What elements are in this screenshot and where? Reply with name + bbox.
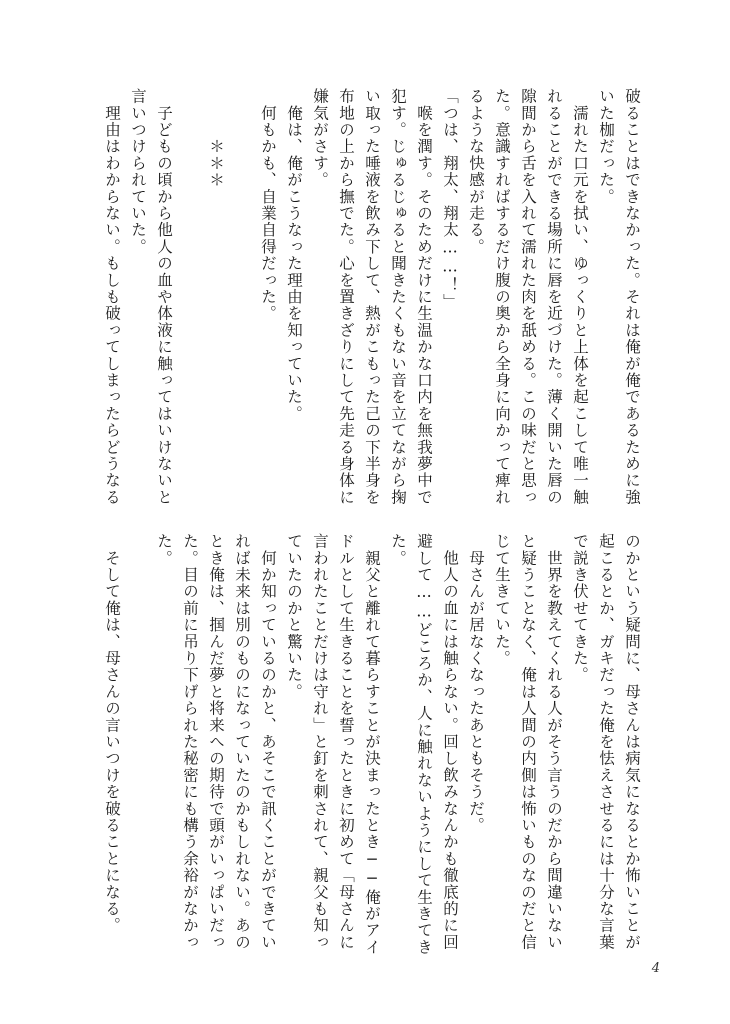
bottom-text-line: 親父と離れて暮らすことが決まったとき──俺がアイ <box>363 533 381 956</box>
bottom-text-line: 何か知っているのかと、あそこで訊くことができてい <box>259 533 277 951</box>
top-text-line: 俺は、俺がこうなった理由を知っていた。 <box>285 88 303 422</box>
bottom-text-line: た。 <box>389 533 407 567</box>
top-text-line: いた枷だった。 <box>597 88 615 205</box>
bottom-text-line: 言われたことだけは守れ」と釘を刺されて、親父も知っ <box>311 533 329 951</box>
top-text-line: 何もかも、自業自得だった。 <box>259 88 277 322</box>
top-text-line: 「つは、翔太、翔太……！」 <box>441 88 459 311</box>
top-text-line: 嫌気がさす。 <box>311 88 329 189</box>
bottom-text-line: 世界を教えてくれる人がそう言うのだから間違いない <box>545 533 563 951</box>
top-text-block <box>99 88 645 506</box>
top-text-line: 喉を潤す。そのためだけに生温かな口内を無我夢中で <box>415 88 433 506</box>
top-text-line: れることができる場所に唇を近づけた。薄く開いた唇の <box>545 88 563 506</box>
top-text-line: るような快感が走る。 <box>467 88 485 255</box>
bottom-text-line: た。 <box>155 533 173 567</box>
top-text-line <box>177 88 203 498</box>
bottom-text-line: と疑うことなく、俺は人間の内側は怖いものなのだと信 <box>519 533 537 951</box>
page-number: 4 <box>651 961 660 976</box>
top-text-line <box>229 88 255 498</box>
bottom-text-line: 他人の血には触らない。回し飲みなんかも徹底的に回 <box>441 533 459 951</box>
bottom-text-line: ドルとして生きることを誓ったときに初めて「母さんに <box>337 533 355 951</box>
bottom-text-line: 母さんが居なくなったあともそうだ。 <box>467 533 485 834</box>
top-text-line: ＊＊＊ <box>207 88 225 189</box>
bottom-text-line <box>125 533 151 943</box>
bottom-text-line: とき俺は、掴んだ夢と将来への期待で頭がいっぱいだっ <box>207 533 225 951</box>
bottom-text-line: のかという疑問に、母さんは病気になるとか怖いことが <box>623 533 641 951</box>
top-text-line: 隙間から舌を入れて濡れた肉を舐める。この味だと思っ <box>519 88 537 506</box>
bottom-text-line: た。目の前に吊り下げられた秘密にも構う余裕がなかっ <box>181 533 199 951</box>
top-text-line: 理由はわからない。もしも破ってしまったらどうなる <box>103 88 121 506</box>
bottom-text-line: で説き伏せてきた。 <box>571 533 589 684</box>
top-text-line: 破ることはできなかった。それは俺が俺であるために強 <box>623 88 641 506</box>
bottom-text-line: ていたのかと驚いた。 <box>285 533 303 700</box>
bottom-text-line: じて生きていた。 <box>493 533 511 667</box>
top-text-line: い取った唾液を飲み下して、熱がこもった己の下半身を <box>363 88 381 506</box>
top-text-line: 濡れた口元を拭い、ゆっくりと上体を起こして唯一触 <box>571 88 589 506</box>
bottom-text-block <box>99 533 645 956</box>
bottom-text-line: れば未来は別のものになっていたのかもしれない。あの <box>233 533 251 951</box>
bottom-text-line: 起こるとか、ガキだった俺を怯えさせるには十分な言葉 <box>597 533 615 951</box>
bottom-text-line: そして俺は、母さんの言いつけを破ることになる。 <box>103 533 121 934</box>
bottom-text-line: 避して……どころか、人に触れないようにして生きてき <box>415 533 433 956</box>
top-text-line: 子どもの頃から他人の血や体液に触ってはいけないと <box>155 88 173 506</box>
top-text-line: 言いつけられていた。 <box>129 88 147 255</box>
top-text-line: た。意識すればするだけ腹の奥から全身に向かって痺れ <box>493 88 511 506</box>
top-text-line: 布地の上から撫でた。心を置きざりにして先走る身体に <box>337 88 355 506</box>
top-text-line: 犯す。じゅるじゅると聞きたくもない音を立てながら掬 <box>389 88 407 506</box>
